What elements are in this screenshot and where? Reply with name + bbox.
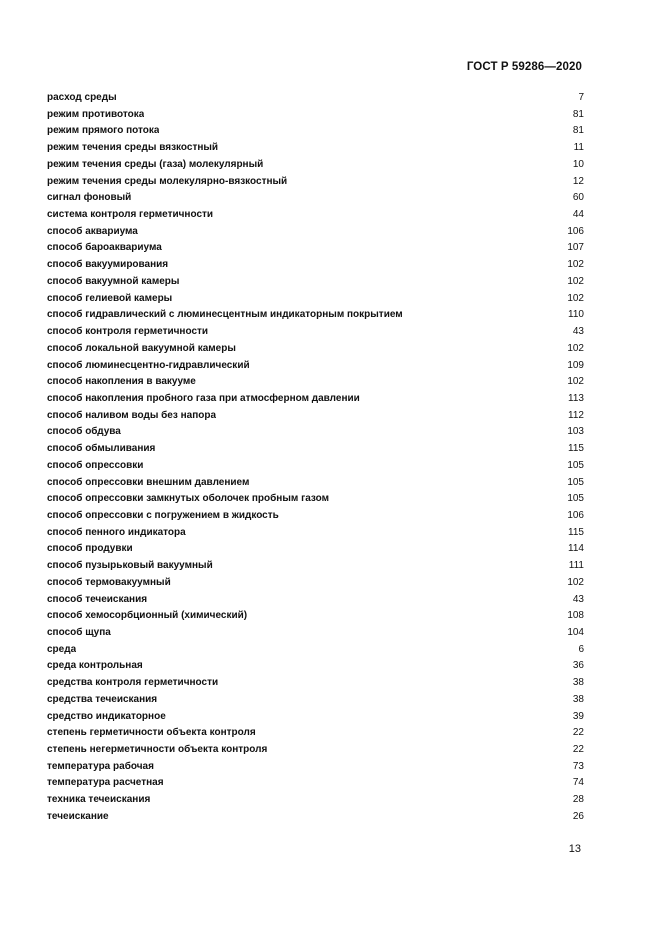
index-entry <box>47 525 584 542</box>
index-entry <box>47 123 584 140</box>
index-entry <box>47 190 584 207</box>
index-term: способ опрессовки внешним давлением <box>47 476 250 488</box>
index-page-ref: 109 <box>567 359 584 371</box>
index-term: способ течеискания <box>47 593 148 605</box>
index-term: температура расчетная <box>47 777 164 789</box>
index-page-ref: 102 <box>567 342 584 354</box>
index-term: среда контрольная <box>47 660 143 672</box>
index-page-ref: 26 <box>572 810 584 822</box>
index-entry <box>47 575 584 592</box>
index-entry <box>47 709 584 726</box>
index-term: способ опрессовки <box>47 459 144 471</box>
index-page-ref: 110 <box>568 309 584 321</box>
index-page-ref: 102 <box>567 259 584 271</box>
index-page-ref: 102 <box>567 576 584 588</box>
index-page-ref: 6 <box>578 643 584 655</box>
index-page-ref: 102 <box>567 275 584 287</box>
index-entry <box>47 424 584 441</box>
index-page-ref: 11 <box>573 142 584 154</box>
index-entry <box>47 541 584 558</box>
index-page-ref: 105 <box>567 459 584 471</box>
index-entry <box>47 374 584 391</box>
index-page-ref: 12 <box>572 175 584 187</box>
index-entry <box>47 642 584 659</box>
index-entry <box>47 608 584 625</box>
index-term: течеискание <box>47 810 109 822</box>
standard-designation: ГОСТ Р 59286—2020 <box>466 61 582 73</box>
document-header <box>467 61 582 73</box>
index-entry <box>47 140 584 157</box>
index-entry <box>47 625 584 642</box>
index-entry <box>47 307 584 324</box>
index-page-ref: 43 <box>572 326 584 338</box>
index-page-ref: 10 <box>572 158 584 170</box>
index-page-ref: 74 <box>572 777 584 789</box>
index-page-ref: 28 <box>572 794 584 806</box>
index-entry <box>47 441 584 458</box>
index-term: способ вакуумной камеры <box>47 275 180 287</box>
index-entry <box>47 508 584 525</box>
index-entry <box>47 391 584 408</box>
index-term: способ пенного индикатора <box>47 526 186 538</box>
index-page-ref: 105 <box>567 493 584 505</box>
index-term: способ контроля герметичности <box>47 326 209 338</box>
index-entry <box>47 675 584 692</box>
index-term: способ хемосорбционный (химический) <box>47 610 248 622</box>
index-term: режим течения среды вязкостный <box>47 142 219 154</box>
index-page-ref: 7 <box>578 92 584 103</box>
index-page-ref: 105 <box>567 476 584 488</box>
index-term: степень герметичности объекта контроля <box>47 727 256 739</box>
index-entry <box>47 240 584 257</box>
index-page-ref: 115 <box>568 526 584 538</box>
index-page-ref: 112 <box>568 409 584 421</box>
index-page-ref: 102 <box>567 292 584 304</box>
index-page-ref: 38 <box>572 677 584 689</box>
index-term: способ аквариума <box>47 225 138 237</box>
index-term: степень негерметичности объекта контроля <box>47 744 268 756</box>
index-entry <box>47 107 584 124</box>
index-term: средства течеискания <box>47 693 158 705</box>
index-term: способ опрессовки с погружением в жидкость <box>47 509 279 521</box>
index-entry <box>47 725 584 742</box>
index-term: способ гидравлический с люминесцентным индикаторным покрытием <box>47 309 403 321</box>
index-page-ref: 106 <box>567 225 584 237</box>
index-page-ref: 73 <box>572 760 584 772</box>
index-page-ref: 81 <box>572 125 584 137</box>
index-term: способ продувки <box>47 543 133 555</box>
index-page-ref: 38 <box>572 693 584 705</box>
index-page-ref: 43 <box>572 593 584 605</box>
index-term: система контроля герметичности <box>47 209 214 221</box>
index-page-ref: 60 <box>572 192 584 204</box>
index-term: способ бароаквариума <box>47 242 162 254</box>
index-page-ref: 108 <box>567 610 584 622</box>
index-page-ref: 114 <box>568 543 584 555</box>
index-entry <box>47 224 584 241</box>
index-entry <box>47 658 584 675</box>
index-term: режим течения среды молекулярно-вязкостный <box>47 175 288 187</box>
index-page-ref: 44 <box>572 209 584 221</box>
index-term: температура рабочая <box>47 760 154 772</box>
index-entry <box>47 759 584 776</box>
index-page-ref: 81 <box>572 108 584 120</box>
index-page-ref: 102 <box>567 376 584 388</box>
index-term: способ наливом воды без напора <box>47 409 217 421</box>
index-term: техника течеискания <box>47 794 151 806</box>
index-page-ref: 39 <box>572 710 584 722</box>
index-term: сигнал фоновый <box>47 192 132 204</box>
index-term: способ вакуумирования <box>47 259 169 271</box>
index-page-ref: 106 <box>567 509 584 521</box>
index-term: режим течения среды (газа) молекулярный <box>47 158 264 170</box>
index-term: среда <box>47 643 77 655</box>
index-entry <box>47 341 584 358</box>
index-term: способ накопления в вакууме <box>47 376 196 388</box>
page-number: 13 <box>568 843 581 855</box>
index-entry <box>47 324 584 341</box>
index-entry <box>47 775 584 792</box>
index-term: способ обдува <box>47 426 121 438</box>
index-entry <box>47 458 584 475</box>
index-term: средство индикаторное <box>47 710 166 722</box>
index-term: способ гелиевой камеры <box>47 292 173 304</box>
index-page-ref: 103 <box>567 426 584 438</box>
index-page-ref: 107 <box>567 242 584 254</box>
index-entry <box>47 592 584 609</box>
index-entry <box>47 174 584 191</box>
index-entry <box>47 207 584 224</box>
index-entry <box>47 558 584 575</box>
index-page-ref: 113 <box>568 392 584 404</box>
index-term: средства контроля герметичности <box>47 677 219 689</box>
index-term: расход среды <box>47 92 117 103</box>
index-term: режим противотока <box>47 108 145 120</box>
index-entry <box>47 358 584 375</box>
index-entry <box>47 491 584 508</box>
index-page-ref: 115 <box>568 443 584 455</box>
index-term: способ щупа <box>47 627 111 638</box>
index-page-ref: 36 <box>572 660 584 672</box>
index-entry <box>47 90 584 107</box>
index-entry <box>47 792 584 809</box>
index-entry <box>47 475 584 492</box>
subject-index-list <box>47 90 584 826</box>
index-term: способ обмыливания <box>47 443 156 455</box>
index-page-ref: 104 <box>567 627 584 638</box>
index-term: способ накопления пробного газа при атмосферном давлении <box>47 392 360 404</box>
index-term: способ пузырьковый вакуумный <box>47 560 213 572</box>
index-entry <box>47 291 584 308</box>
index-entry <box>47 257 584 274</box>
index-entry <box>47 692 584 709</box>
index-term: способ люминесцентно-гидравлический <box>47 359 250 371</box>
index-term: способ локальной вакуумной камеры <box>47 342 236 354</box>
index-page-ref: 22 <box>572 727 584 739</box>
index-entry <box>47 809 584 826</box>
index-entry <box>47 157 584 174</box>
index-term: способ термовакуумный <box>47 576 171 588</box>
index-term: способ опрессовки замкнутых оболочек пробным газом <box>47 493 330 505</box>
index-term: режим прямого потока <box>47 125 160 137</box>
index-entry <box>47 742 584 759</box>
index-page-ref: 111 <box>568 560 584 572</box>
index-entry <box>47 408 584 425</box>
index-page-ref: 22 <box>572 744 584 756</box>
index-entry <box>47 274 584 291</box>
